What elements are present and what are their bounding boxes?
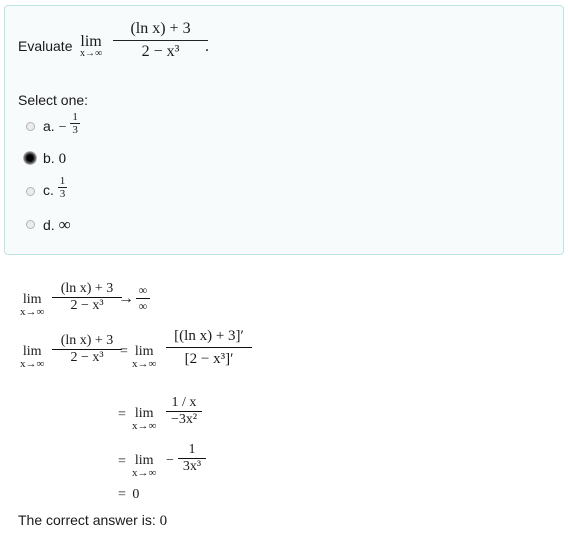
option-d-radio[interactable] <box>26 220 35 229</box>
question-numerator: (ln x) + 3 <box>130 20 191 37</box>
correct-answer-value: 0 <box>159 513 168 529</box>
option-b-label[interactable]: b. 0 <box>43 150 67 167</box>
option-c-radio[interactable] <box>26 187 35 196</box>
solution-arrow: → <box>118 290 134 307</box>
option-d-label[interactable]: d. ∞ <box>43 215 71 234</box>
option-a-radio[interactable] <box>26 122 35 131</box>
solution-line1-lim: lim x→∞ <box>20 292 45 318</box>
solution-line2-lim-rhs: lim x→∞ <box>132 344 157 370</box>
solution-line5: = 0 <box>118 487 140 502</box>
solution-line2-fraction: (ln x) + 3 2 − x³ <box>52 333 122 366</box>
select-one-prompt: Select one: <box>18 92 89 108</box>
solution-line2-lim: lim x→∞ <box>20 344 45 370</box>
question-lim: lim x→∞ <box>80 33 103 59</box>
question-denominator: 2 − x³ <box>113 40 208 61</box>
solution-line4-lim: lim x→∞ <box>132 453 157 479</box>
solution-line3-fraction: 1 / x −3x² <box>166 395 202 428</box>
solution-line2-derivative-fraction: [(ln x) + 3]′ [2 − x³]′ <box>166 328 252 368</box>
solution-inf-fraction: ∞ ∞ <box>136 283 150 314</box>
option-c-label[interactable]: c. $\frac{1}{3}$ <box>43 174 66 200</box>
correct-answer: The correct answer is: 0 <box>18 512 168 529</box>
evaluate-label: Evaluate <box>18 38 73 54</box>
option-a-label[interactable]: a. − $\frac{1}{3}$ <box>43 110 78 136</box>
question-fraction <box>113 20 208 61</box>
solution-line4-fraction: 1 3x³ <box>178 442 206 475</box>
solution-line3-lim: lim x→∞ <box>132 406 157 432</box>
option-b-radio[interactable] <box>23 151 37 165</box>
solution-line1-fraction: (ln x) + 3 2 − x³ <box>52 281 122 314</box>
